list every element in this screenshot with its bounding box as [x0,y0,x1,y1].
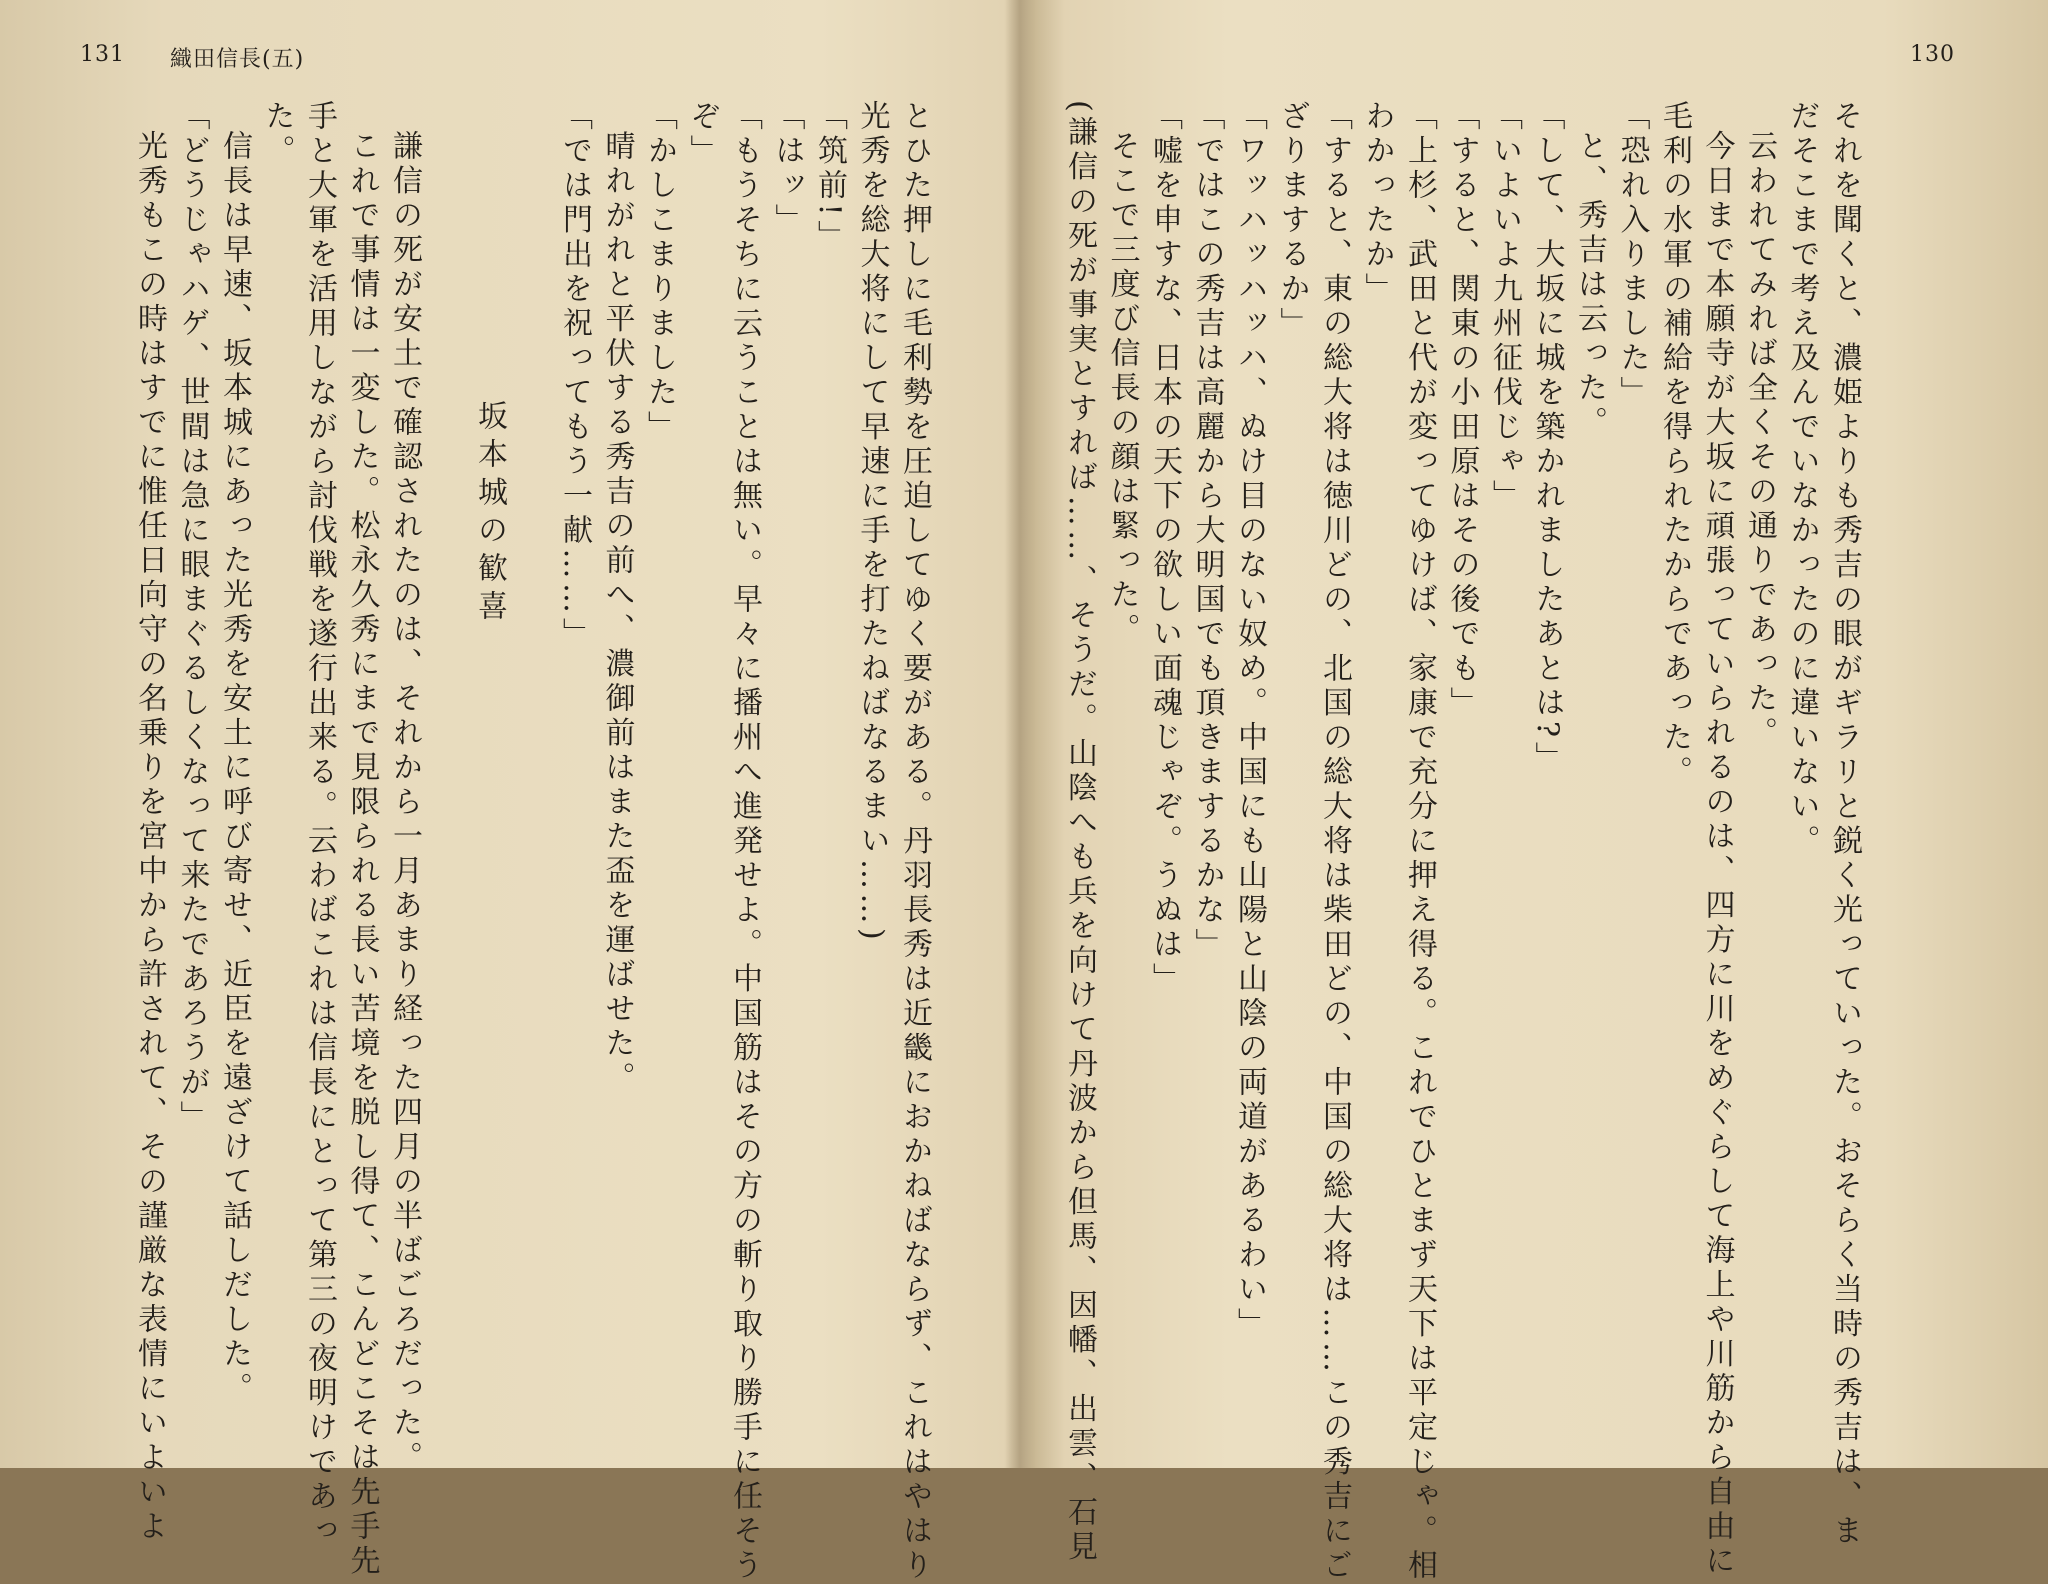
text-line: 「上杉、武田と代が変ってゆけば、家康で充分に押え得る。これでひとまず天下は平定じゃ。相 [1402,100,1437,1584]
text-line: 「もうそちに云うことは無い。早々に播州へ進発せよ。中国筋はその方の斬り取り勝手に任そう [727,100,762,1584]
text-line: それを聞くと、濃姫よりも秀吉の眼がギラリと鋭く光っていった。おそらく当時の秀吉は、ま [1827,100,1862,1549]
text-line: 「では門出を祝ってもう一献……」 [557,100,592,652]
text-line: 「して、大坂に城を築かれましたあとは?」 [1529,100,1565,777]
text-line: 「恐れ入りました」 [1614,100,1650,411]
text-line: ぞ」 [684,100,720,169]
text-line: 毛利の水軍の補給を得られたからであった。 [1657,100,1692,790]
blank-line [510,100,553,1430]
text-line: と、秀吉は云った。 [1572,130,1607,441]
book-gutter [1005,0,1035,1468]
text-line: だそこまで考え及んでいなかったのに違いない。 [1784,100,1820,859]
section-heading: 坂本城の歓喜 [472,400,507,628]
text-line: とひた押しに毛利勢を圧迫してゆく要がある。丹羽長秀は近畿におかねばならず、これはやはり [897,100,932,1584]
text-line: 「ワッハッハッハ、ぬけ目のない奴め。中国にも山陽と山陰の両道があるわい」 [1232,100,1267,1342]
text-line: 今日まで本願寺が大坂に頑張っていられるのは、四方に川をめぐらして海上や川筋から自由に [1699,130,1735,1579]
text-line: 光秀を総大将にして早速に手を打たねばなるまい……) [854,100,890,945]
text-line: そこで三度び信長の顔は緊った。 [1104,130,1140,648]
left-page-number: 131 [80,42,125,67]
text-line: 「はッ」 [769,100,805,238]
text-line: 信長は早速、坂本城にあった光秀を安土に呼び寄せ、近臣を遠ざけて話しだした。 [217,130,252,1407]
left-page-text [75,100,935,1584]
text-line: 謙信の死が安土で確認されたのは、それから一月あまり経った四月の半ばごろだった。 [387,130,422,1476]
text-line: わかったか」 [1359,100,1395,307]
text-line: 云われてみれば全くその通りであった。 [1742,130,1777,751]
text-line: 「嘘を申すな、日本の天下の欲しい面魂じゃぞ。うぬは」 [1147,100,1182,997]
text-line: 「筑前!」 [812,100,847,255]
text-line: 晴れがれと平伏する秀吉の前へ、濃御前はまた盃を運ばせた。 [599,130,635,1096]
text-line: 手と大軍を活用しながら討伐戦を遂行出来る。云わばこれは信長にとって第三の夜明けであっ [302,100,337,1549]
text-line: (謙信の死が事実とすれば……、そうだ。山陰へも兵を向けて丹波から但馬、因幡、出雲、石見 [1062,100,1097,1566]
right-page-text [1062,100,1865,1584]
text-line: た。 [259,100,295,169]
text-line: 「いよいよ九州征伐じゃ」 [1487,100,1522,514]
blank-line [425,100,468,1430]
text-line: 「すると、関東の小田原はその後でも」 [1444,100,1480,721]
right-page-number: 130 [1910,42,1955,67]
text-line: 「すると、東の総大将は徳川どの、北国の総大将は柴田どの、中国の総大将は……この秀吉にご [1317,100,1352,1584]
text-line: 「どうじゃハゲ、世間は急に眼まぐるしくなって来たであろうが」 [174,100,210,1135]
text-line: ざりまするか」 [1274,100,1310,342]
text-line: 「かしこまりました」 [642,100,677,445]
text-line: これで事情は一変した。松永久秀にまで見限られる長い苦境を脱し得て、こんどこそは先手先 [344,130,380,1579]
left-running-title: 織田信長(五) [170,47,305,72]
text-line: 「ではこの秀吉は高麗から大明国でも頂きまするかな」 [1189,100,1225,963]
text-line: 光秀もこの時はすでに惟任日向守の名乗りを宮中から許されて、その謹厳な表情にいよいよ [132,130,167,1545]
